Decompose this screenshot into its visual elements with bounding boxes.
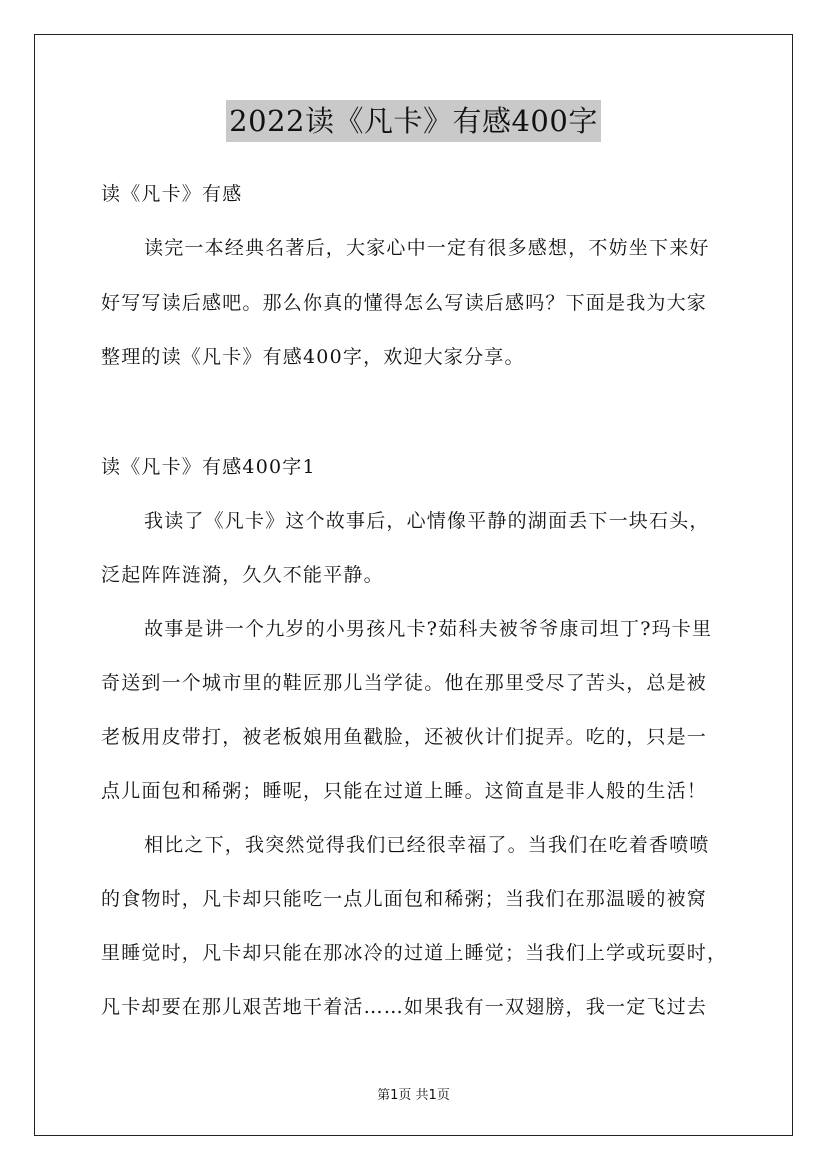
body-line: 里睡觉时，凡卡却只能在那冰冷的过道上睡觉；当我们上学或玩耍时， (101, 942, 728, 964)
body-line: 的食物时，凡卡却只能吃一点儿面包和稀粥；当我们在那温暖的被窝 (101, 888, 708, 910)
body-line: 点儿面包和稀粥；睡呢，只能在过道上睡。这简直是非人般的生活！ (101, 780, 708, 802)
section-heading: 读《凡卡》有感400字1 (101, 456, 316, 478)
body-line: 凡卡却要在那儿艰苦地干着活……如果我有一双翅膀，我一定飞过去 (101, 996, 708, 1018)
page-footer: 第1页 共1页 (377, 1088, 450, 1103)
title-container (0, 100, 827, 142)
intro-line: 好写写读后感吧。那么你真的懂得怎么写读后感吗？下面是我为大家 (101, 292, 708, 314)
body-line: 泛起阵阵涟漪，久久不能平静。 (101, 564, 384, 586)
section-heading: 读《凡卡》有感 (101, 183, 243, 205)
intro-line: 整理的读《凡卡》有感400字，欢迎大家分享。 (101, 346, 525, 368)
document-title: 2022读《凡卡》有感400字 (226, 100, 601, 142)
body-line: 我读了《凡卡》这个故事后，心情像平静的湖面丢下一块石头， (144, 510, 710, 532)
intro-line: 读完一本经典名著后，大家心中一定有很多感想，不妨坐下来好 (144, 237, 710, 259)
body-line: 老板用皮带打，被老板娘用鱼戳脸，还被伙计们捉弄。吃的，只是一 (101, 726, 708, 748)
body-line: 奇送到一个城市里的鞋匠那儿当学徒。他在那里受尽了苦头，总是被 (101, 672, 708, 694)
body-line: 相比之下，我突然觉得我们已经很幸福了。当我们在吃着香喷喷 (144, 834, 710, 856)
body-line: 故事是讲一个九岁的小男孩凡卡?茹科夫被爷爷康司坦丁?玛卡里 (144, 618, 713, 640)
